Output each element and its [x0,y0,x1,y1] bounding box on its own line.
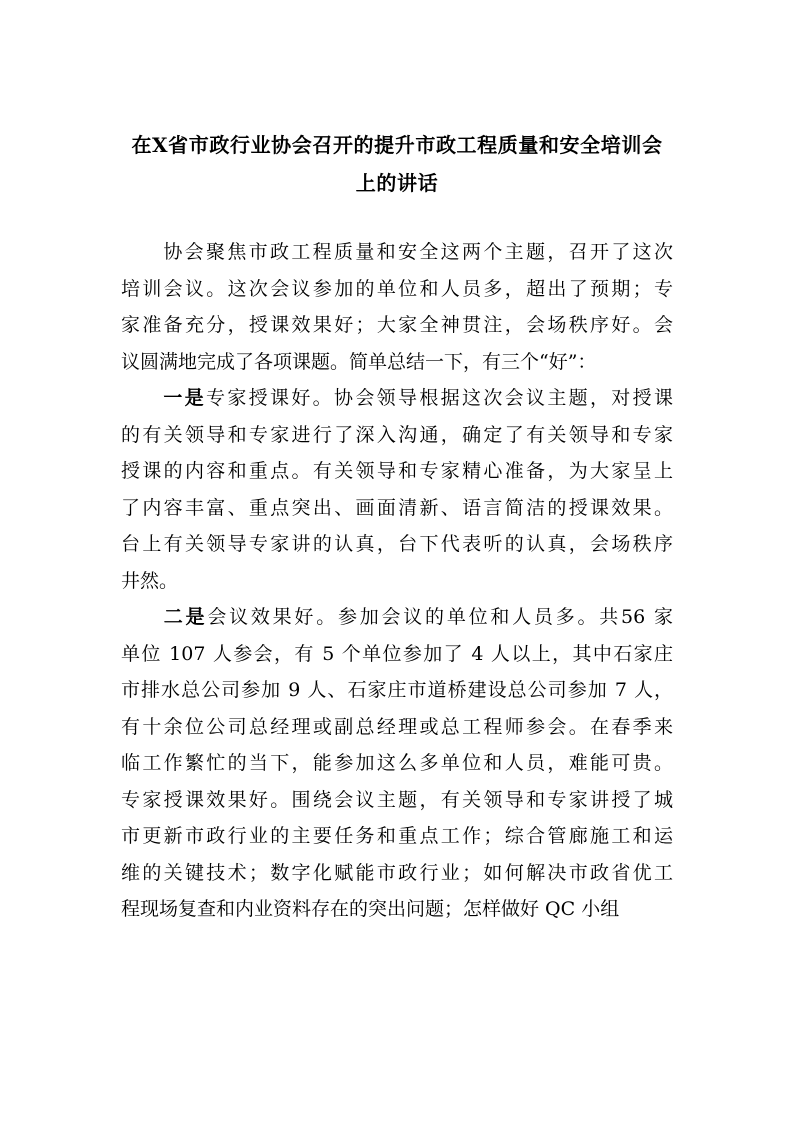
document-content [121,126,673,928]
document-body [121,234,673,928]
paragraph-line: 专家授课效果好。围绕会议主题，有关领导和专家讲授了城 [121,788,673,811]
paragraph-line: 协会聚焦市政工程质量和安全这两个主题，召开了这次 [161,241,673,263]
paragraph-line: 家准备充分，授课效果好；大家全神贯注，会场秩序好。会 [121,314,673,336]
paragraph-line: 培训会议。这次会议参加的单位和人员多，超出了预期；专 [121,277,673,300]
paragraph-line: 临工作繁忙的当下，能参加这么多单位和人员，难能可贵。 [121,752,673,774]
paragraph-line: 有十余位公司总经理或副总经理或总工程师参会。在春季来 [121,715,673,738]
paragraph-line: 议圆满地完成了各项课题。简单总结一下，有三个“好”： [121,350,597,373]
paragraph-line: 授课的内容和重点。有关领导和专家精心准备，为大家呈上 [121,460,673,482]
paragraph-lead: 一是 [161,387,206,409]
paragraph-line: 市更新市政行业的主要任务和重点工作；综合管廊施工和运 [121,825,673,847]
paragraph-lead: 二是 [161,606,208,628]
paragraph-line: 维的关键技术；数字化赋能市政行业；如何解决市政省优工 [121,861,673,884]
paragraph-line: 台上有关领导专家讲的认真，台下代表听的认真，会场秩序 [121,533,673,555]
paragraph-line: 的有关领导和专家进行了深入沟通，确定了有关领导和专家 [121,423,673,446]
paragraph-line: 了内容丰富、重点突出、画面清新、语言简洁的授课效果。 [121,496,673,519]
title-line-2: 上的讲话 [355,171,439,195]
paragraph-point-two [121,599,673,928]
document-title [121,126,673,202]
title-line-1: 在X省市政行业协会召开的提升市政工程质量和安全培训会 [131,133,663,157]
paragraph-line: 程现场复查和内业资料存在的突出问题；怎样做好 QC 小组 [121,898,620,920]
paragraph-line: 市排水总公司参加 9 人、石家庄市道桥建设总公司参加 7 人， [121,679,673,701]
paragraph-line: 一是专家授课好。协会领导根据这次会议主题，对授课 [161,387,673,409]
paragraph-line: 二是会议效果好。参加会议的单位和人员多。共56 家 [161,606,673,628]
paragraph-point-one [121,380,673,599]
paragraph-line: 井然。 [121,569,179,592]
paragraph-line: 单位 107 人参会，有 5 个单位参加了 4 人以上，其中石家庄 [121,642,673,665]
paragraph-intro [121,234,673,380]
